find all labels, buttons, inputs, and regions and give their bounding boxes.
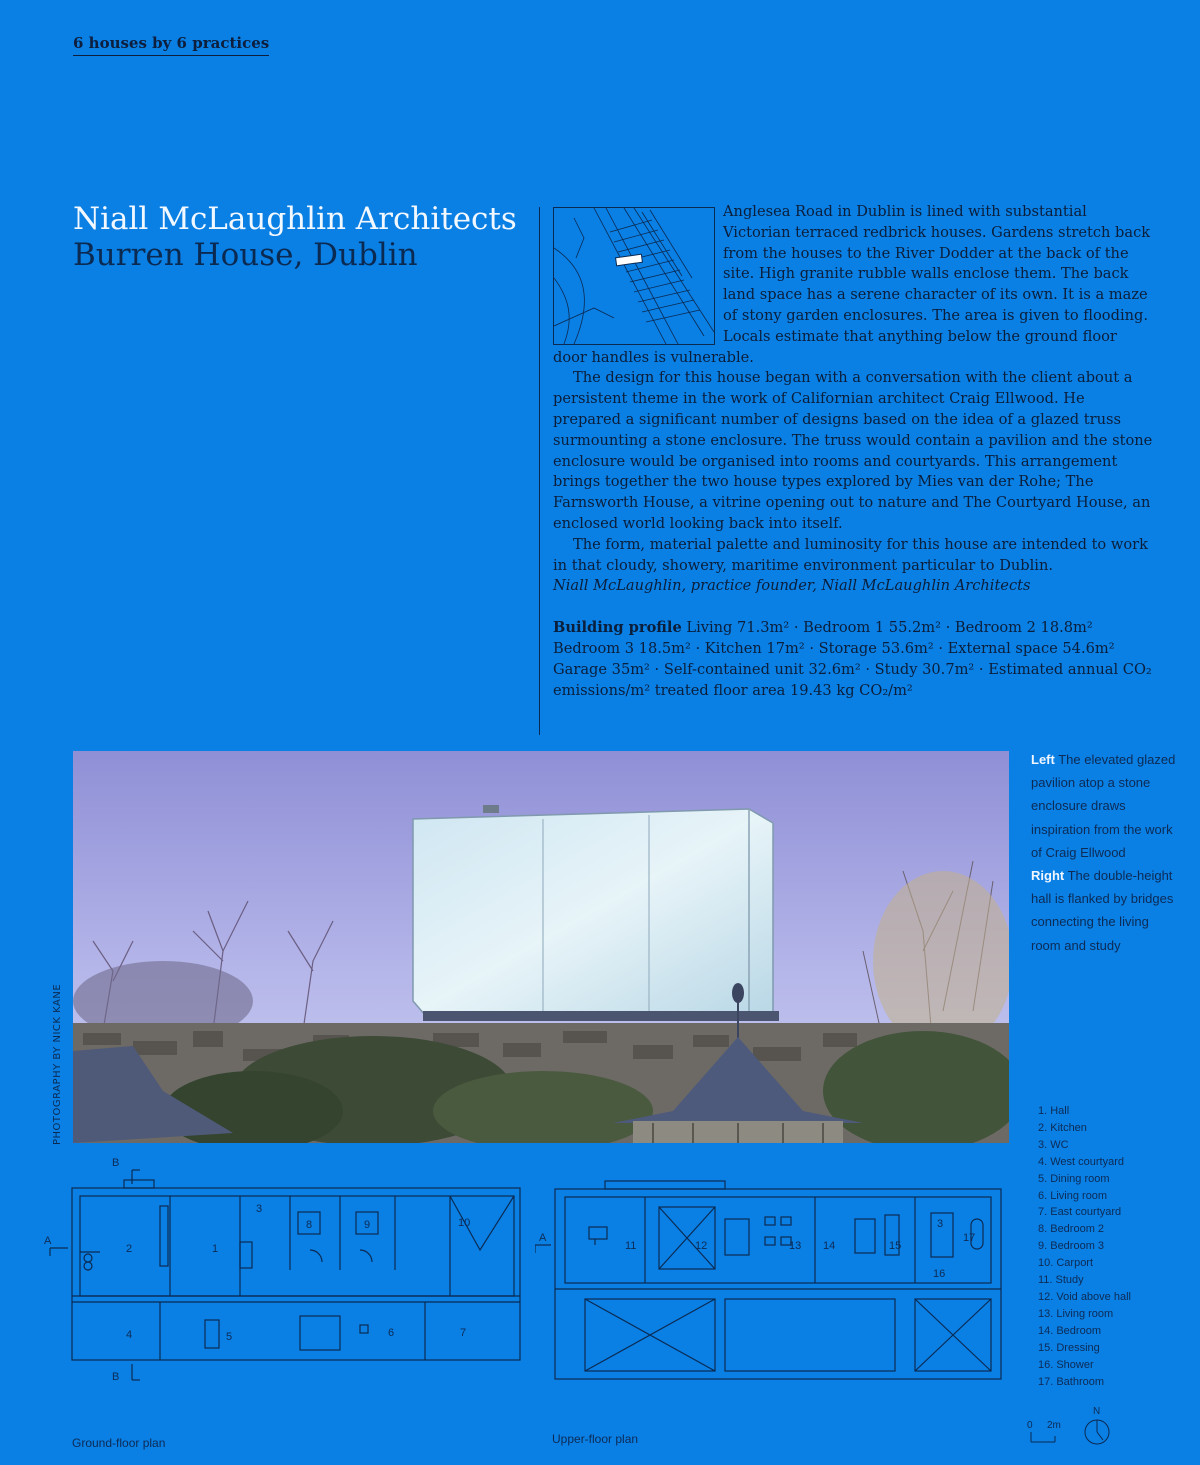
article-signature: Niall McLaughlin, practice founder, Niall McLaughlin Architects <box>553 577 1031 595</box>
room-number: 13 <box>789 1240 802 1252</box>
article-body <box>553 202 1153 701</box>
caption-left-text: The elevated glazed pavilion atop a stone enclosure draws inspiration from the work of Craig Ellwood <box>1031 752 1176 860</box>
photo-credit: PHOTOGRAPHY BY NICK KANE <box>52 983 63 1145</box>
room-number: 3 <box>256 1203 263 1215</box>
caption-right-label: Right <box>1031 868 1065 884</box>
legend-item: 17. Bathroom <box>1038 1375 1105 1388</box>
section-marker-b: B <box>112 1371 120 1383</box>
legend-item: 9. Bedroom 3 <box>1038 1240 1105 1253</box>
practice-title: Niall McLaughlin Architects <box>73 201 517 237</box>
legend-item: 1. Hall <box>1038 1105 1070 1117</box>
building-profile <box>553 618 1153 701</box>
caption-right-text: The double-height hall is flanked by bridges connecting the living room and study <box>1031 868 1174 953</box>
section-marker-b: B <box>112 1157 120 1169</box>
upper-floor-plan <box>535 1175 1010 1390</box>
legend-item: 2. Kitchen <box>1038 1121 1087 1134</box>
project-subtitle: Burren House, Dublin <box>73 237 418 273</box>
legend-item: 16. Shower <box>1038 1358 1094 1371</box>
scale-and-north <box>1027 1400 1117 1454</box>
legend-item: 12. Void above hall <box>1038 1290 1131 1303</box>
room-number: 8 <box>306 1219 313 1231</box>
building-profile-label: Building profile <box>553 619 682 637</box>
article-paragraph-3: The form, material palette and luminosity for this house are intended to work in that cloudy, showery, maritime environment particular to Dublin. <box>553 535 1148 574</box>
legend-item: 4. West courtyard <box>1038 1155 1124 1168</box>
legend-item: 10. Carport <box>1038 1257 1094 1270</box>
room-number: 7 <box>460 1327 467 1339</box>
ground-floor-plan <box>40 1150 530 1390</box>
legend-item: 14. Bedroom <box>1038 1324 1101 1337</box>
legend-item: 11. Study <box>1038 1274 1084 1287</box>
room-number: 1 <box>212 1243 219 1255</box>
legend-item: 8. Bedroom 2 <box>1038 1223 1105 1236</box>
section-marker-a: A <box>539 1232 547 1244</box>
upper-floor-label: Upper-floor plan <box>552 1432 639 1446</box>
room-number: 3 <box>937 1218 944 1230</box>
legend-item: 3. WC <box>1038 1138 1069 1151</box>
article-paragraph-2: The design for this house began with a conversation with the client about a persistent theme in the work of Californian architect Craig Ellwood. He prepared a significant number of designs based on the idea of a glazed truss surmounting a stone enclosure. The truss would contain a pavilion and the stone enclosure would be organised into rooms and courtyards. This arrangement brings together the two house types explored by Mies van der Rohe; The Farnsworth House, a vitrine opening out to nature and The Courtyard House, an enclosed world looking back into itself. <box>553 369 1153 532</box>
house-photo <box>73 751 1009 1143</box>
room-number: 4 <box>126 1329 133 1341</box>
article-paragraph-1: Anglesea Road in Dublin is lined with substantial Victorian terraced redbrick houses. Gardens stretch back from the houses to the River Dodder at the back of the site. High granite rubble walls enclose them. The back land space has a serene character of its own. It is a maze of stony garden enclosures. The area is given to flooding. Locals estimate that anything below the ground floor door handles is vulnerable. <box>553 203 1151 366</box>
legend-item: 5. Dining room <box>1038 1172 1110 1185</box>
room-number: 2 <box>126 1243 133 1255</box>
caption-left-label: Left <box>1031 752 1055 767</box>
room-number: 9 <box>364 1219 371 1231</box>
room-legend <box>1038 1103 1131 1390</box>
room-number: 14 <box>823 1240 836 1252</box>
house-photo-illustration <box>73 751 1009 1143</box>
north-label: N <box>1093 1406 1101 1417</box>
upper-floor-drawing <box>535 1175 1010 1390</box>
room-number: 12 <box>695 1240 708 1252</box>
section-marker-a: A <box>44 1235 52 1247</box>
room-number: 10 <box>458 1217 471 1229</box>
legend-item: 15. Dressing <box>1038 1341 1100 1354</box>
section-header: 6 houses by 6 practices <box>73 34 269 56</box>
scale-bar-icon <box>1027 1400 1117 1450</box>
room-number: 16 <box>933 1268 946 1280</box>
legend-item: 13. Living room <box>1038 1307 1114 1320</box>
column-rule <box>539 207 540 735</box>
ground-floor-drawing <box>40 1150 530 1390</box>
room-number: 17 <box>963 1232 976 1244</box>
legend-item: 7. East courtyard <box>1038 1206 1122 1219</box>
legend-item: 6. Living room <box>1038 1189 1108 1202</box>
ground-floor-label: Ground-floor plan <box>72 1436 166 1450</box>
room-number: 15 <box>889 1240 902 1252</box>
building-profile-text: Living 71.3m² · Bedroom 1 55.2m² · Bedroom 2 18.8m² Bedroom 3 18.5m² · Kitchen 17m² · Storage 53.6m² · External space 54.6m² Garage 35m² · Self-contained unit 32.6m² · Study 30.7m² · Estimated annual CO₂ emissions/m² treated floor area 19.43 kg CO₂/m² <box>553 619 1152 699</box>
room-number: 5 <box>226 1331 233 1343</box>
title-block <box>73 201 517 273</box>
room-number: 6 <box>388 1327 395 1339</box>
scale-zero: 0 <box>1027 1420 1033 1431</box>
photo-caption <box>1031 748 1176 957</box>
scale-two-metres: 2m <box>1047 1420 1061 1431</box>
room-number: 11 <box>625 1240 637 1252</box>
